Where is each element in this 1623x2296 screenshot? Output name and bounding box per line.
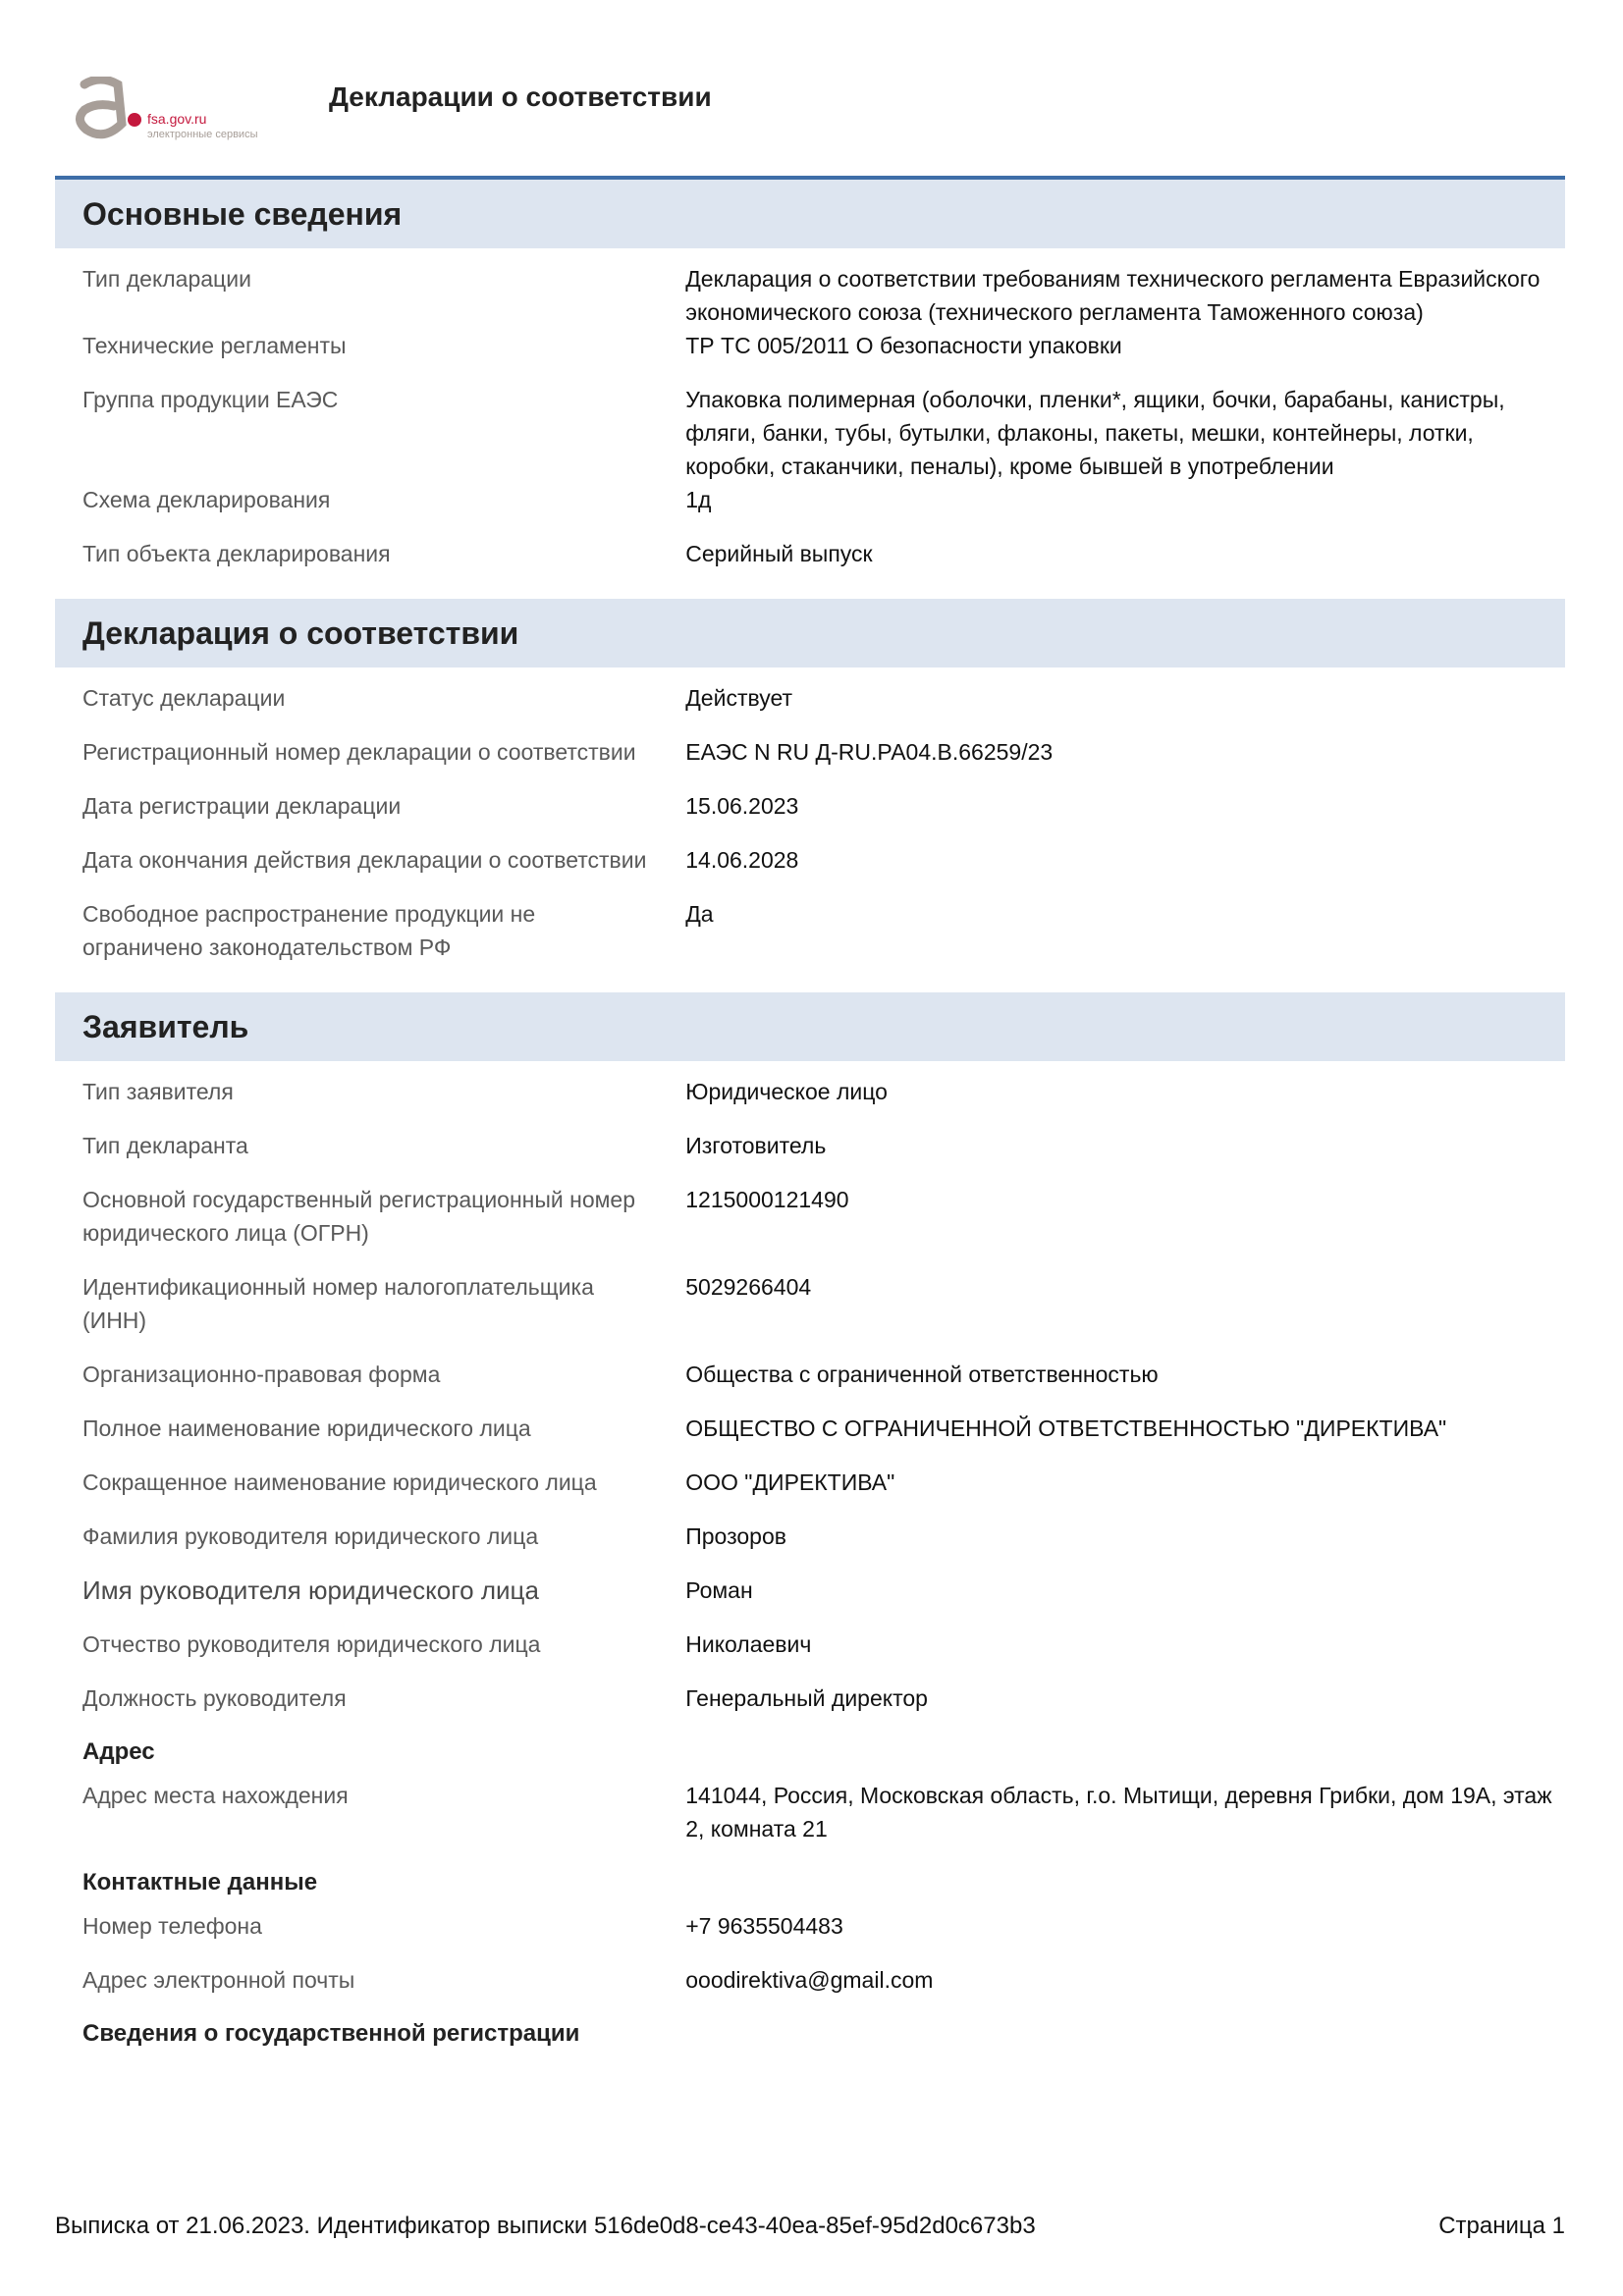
- row-value: ОБЩЕСТВО С ОГРАНИЧЕННОЙ ОТВЕТСТВЕННОСТЬЮ "ДИРЕКТИВА": [685, 1415, 1447, 1441]
- row-label: Дата регистрации декларации: [82, 793, 402, 819]
- row-label: Основной государственный регистрационный номер юридического лица (ОГРН): [82, 1187, 636, 1246]
- page-number: Страница 1: [1438, 2213, 1565, 2239]
- info-row: [55, 1779, 1565, 1845]
- row-value: Изготовитель: [685, 1133, 827, 1158]
- row-label: Статус декларации: [82, 685, 286, 711]
- row-label: Идентификационный номер налогоплательщика (ИНН): [82, 1274, 594, 1333]
- info-row: [55, 1129, 1565, 1162]
- row-value: 141044, Россия, Московская область, г.о. Мытищи, деревня Грибки, дом 19А, этаж 2, комната 21: [685, 1783, 1552, 1842]
- info-row: [55, 383, 1565, 483]
- row-value: 1215000121490: [685, 1187, 849, 1212]
- row-value: Упаковка полимерная (оболочки, пленки*, ящики, бочки, барабаны, канистры, фляги, банки, тубы, бутылки, флаконы, пакеты, мешки, контейнеры, лотки, коробки, стаканчики, пеналы), кроме бывшей в употреблении: [685, 387, 1505, 479]
- row-label: Свободное распространение продукции не ограничено законодательством РФ: [82, 901, 536, 960]
- row-value: Общества с ограниченной ответственностью: [685, 1362, 1159, 1387]
- row-label: Группа продукции ЕАЭС: [82, 387, 339, 412]
- info-row: [55, 1682, 1565, 1715]
- info-row: [55, 843, 1565, 877]
- info-row: [55, 1270, 1565, 1337]
- row-value: 15.06.2023: [685, 793, 799, 819]
- info-row: [55, 1183, 1565, 1250]
- info-row: [55, 1358, 1565, 1391]
- info-row: [55, 1075, 1565, 1108]
- section-heading-declaration: Декларация о соответствии: [55, 599, 1565, 667]
- info-row: [55, 735, 1565, 769]
- row-label: Тип объекта декларирования: [82, 541, 391, 566]
- row-value: +7 9635504483: [685, 1913, 843, 1939]
- row-label: Должность руководителя: [82, 1685, 347, 1711]
- row-label: Регистрационный номер декларации о соответствии: [82, 739, 636, 765]
- info-row: [55, 1466, 1565, 1499]
- row-value: ТР ТС 005/2011 О безопасности упаковки: [685, 333, 1122, 358]
- row-value: Декларация о соответствии требованиям технического регламента Евразийского экономического союза (технического регламента Таможенного союза): [685, 266, 1541, 325]
- row-label: Тип декларации: [82, 266, 251, 292]
- row-label: Полное наименование юридического лица: [82, 1415, 531, 1441]
- row-label: Дата окончания действия декларации о соответствии: [82, 847, 647, 873]
- info-row: [55, 483, 1565, 516]
- row-label: Схема декларирования: [82, 487, 331, 512]
- address-heading: Адрес: [82, 1738, 155, 1765]
- extract-info: Выписка от 21.06.2023. Идентификатор выписки 516de0d8-ce43-40ea-85ef-95d2d0c673b3: [55, 2213, 1036, 2239]
- row-value: ООО "ДИРЕКТИВА": [685, 1469, 895, 1495]
- info-row: [55, 1963, 1565, 1997]
- row-value: ooodirektiva@gmail.com: [685, 1967, 934, 1993]
- row-value: Роман: [685, 1577, 753, 1603]
- info-row: [55, 1628, 1565, 1661]
- row-label: Адрес места нахождения: [82, 1783, 349, 1808]
- row-value: Генеральный директор: [685, 1685, 928, 1711]
- section-heading-applicant: Заявитель: [55, 992, 1565, 1061]
- row-value: 14.06.2028: [685, 847, 799, 873]
- main-info-rows: [55, 248, 1565, 599]
- info-row: [55, 1574, 1565, 1607]
- page-footer: [55, 2213, 1565, 2240]
- info-row: [55, 681, 1565, 715]
- page-header: [0, 0, 1623, 177]
- info-row: [55, 537, 1565, 570]
- logo-text: fsa.gov.ru: [147, 111, 207, 127]
- row-value: 1д: [685, 487, 712, 512]
- row-label: Тип заявителя: [82, 1079, 234, 1104]
- row-value: Действует: [685, 685, 793, 711]
- contacts-heading: Контактные данные: [82, 1869, 318, 1896]
- row-label: Номер телефона: [82, 1913, 262, 1939]
- info-row: [55, 262, 1565, 329]
- row-label: Имя руководителя юридического лица: [82, 1575, 539, 1605]
- row-label: Тип декларанта: [82, 1133, 248, 1158]
- row-label: Технические регламенты: [82, 333, 347, 358]
- row-label: Сокращенное наименование юридического лица: [82, 1469, 597, 1495]
- row-value: Серийный выпуск: [685, 541, 873, 566]
- section-heading-main: Основные сведения: [55, 180, 1565, 248]
- row-value: Прозоров: [685, 1523, 786, 1549]
- info-row: [55, 1412, 1565, 1445]
- info-row: [55, 1909, 1565, 1943]
- row-label: Адрес электронной почты: [82, 1967, 355, 1993]
- info-row: [55, 1520, 1565, 1553]
- logo-subtext: электронные сервисы: [147, 129, 258, 140]
- row-value: 5029266404: [685, 1274, 812, 1300]
- row-value: Юридическое лицо: [685, 1079, 888, 1104]
- declaration-rows: [55, 667, 1565, 992]
- state-registration-heading: Сведения о государственной регистрации: [82, 2020, 580, 2047]
- row-value: Николаевич: [685, 1631, 812, 1657]
- row-label: Отчество руководителя юридического лица: [82, 1631, 541, 1657]
- info-row: [55, 897, 1565, 964]
- row-label: Организационно-правовая форма: [82, 1362, 441, 1387]
- row-value: ЕАЭС N RU Д-RU.РА04.В.66259/23: [685, 739, 1054, 765]
- document-body: [55, 180, 1565, 2068]
- info-row: [55, 329, 1565, 362]
- row-label: Фамилия руководителя юридического лица: [82, 1523, 539, 1549]
- row-value: Да: [685, 901, 714, 927]
- info-row: [55, 789, 1565, 823]
- page-title: Декларации о соответствии: [329, 81, 712, 112]
- applicant-rows: [55, 1061, 1565, 2068]
